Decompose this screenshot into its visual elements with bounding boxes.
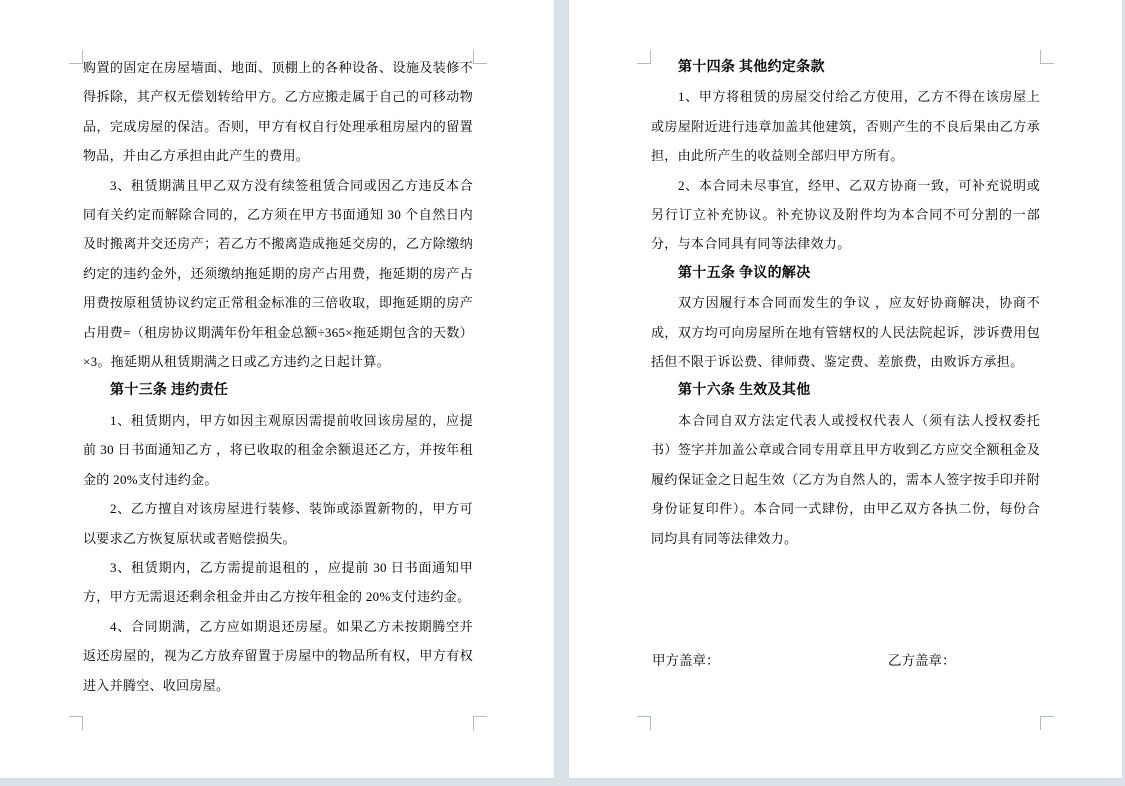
contract-page-right — [569, 0, 1122, 778]
contract-paragraph: 1、甲方将租赁的房屋交付给乙方使用，乙方不得在该房屋上或房屋附近进行违章加盖其他建筑，否则产生的不良后果由乙方承担，由此所产生的收益则全部归甲方所有。 — [651, 89, 1040, 164]
crop-mark-top-left-icon — [69, 50, 83, 64]
crop-mark-bottom-right-icon — [473, 716, 487, 730]
contract-paragraph: 1、租赁期内，甲方如因主观原因需提前收回该房屋的，应提前 30 日书面通知乙方 ，将已收取的租金余额退还乙方，并按年租金的 20%支付违约金。 — [83, 412, 473, 487]
contract-paragraph: 购置的固定在房屋墙面、地面、顶棚上的各种设备、设施及装修不得拆除，其产权无偿划转给甲方。乙方应搬走属于自己的可移动物品，完成房屋的保洁。否则，甲方有权自行处理承租房屋内的留置物品，并由乙方承担由此产生的费用。 — [83, 60, 473, 164]
crop-mark-bottom-left-icon — [637, 716, 651, 730]
party-b-seal-label: 乙方盖章： — [888, 653, 956, 668]
signature-row — [652, 646, 1052, 676]
party-a-seal-label: 甲方盖章： — [652, 653, 720, 668]
section-heading: 第十六条 生效及其他 — [678, 383, 811, 399]
section-heading: 第十五条 争议的解决 — [678, 265, 811, 281]
section-heading: 第十四条 其他约定条款 — [678, 60, 825, 75]
contract-paragraph: 本合同自双方法定代表人或授权代表人（须有法人授权委托书）签字并加盖公章或合同专用章且甲方收到乙方应交全额租金及履约保证金之日起生效（乙方为自然人的，需本人签字按手印并附身份证复印件）。本合同一式肆份，由甲乙双方各执二份，每份合同均具有同等法律效力。 — [651, 412, 1040, 546]
crop-mark-top-right-icon — [1040, 50, 1054, 64]
contract-paragraph: 3、租赁期满且甲乙双方没有续签租赁合同或因乙方违反本合同有关约定而解除合同的，乙方须在甲方书面通知 30 个自然日内及时搬离并交还房产；若乙方不搬离造成拖延交房的，乙方除缴纳约定的违约金外，还须缴纳拖延期的房产占用费，拖延期的房产占用费按原租赁协议约定正常租金标准的三倍收取，即拖延期的房产占用费=（租房协议期满年份年租金总额÷365×拖延期包含的天数）×3。拖延期从租赁期满之日或乙方违约之日起计算。 — [83, 177, 473, 370]
crop-mark-top-right-icon — [473, 50, 487, 64]
contract-paragraph: 2、本合同未尽事宜，经甲、乙双方协商一致，可补充说明或另行订立补充协议。补充协议及附件均为本合同不可分割的一部分，与本合同具有同等法律效力。 — [651, 177, 1040, 252]
crop-mark-bottom-left-icon — [69, 716, 83, 730]
right-page-text — [651, 53, 1040, 553]
crop-mark-bottom-right-icon — [1040, 716, 1054, 730]
contract-paragraph: 2、乙方擅自对该房屋进行装修、装饰或添置新物的，甲方可以要求乙方恢复原状或者赔偿损失。 — [83, 501, 473, 546]
contract-paragraph: 双方因履行本合同而发生的争议 ，应友好协商解决，协商不成，双方均可向房屋所在地有管辖权的人民法院起诉，涉诉费用包括但不限于诉讼费、律师费、鉴定费、差旅费，由败诉方承担。 — [651, 295, 1040, 370]
section-heading: 第十三条 违约责任 — [110, 383, 229, 399]
contract-paragraph: 4、合同期满，乙方应如期退还房屋。如果乙方未按期腾空并返还房屋的，视为乙方放弃留置于房屋中的物品所有权，甲方有权进入并腾空、收回房屋。 — [83, 618, 473, 693]
contract-paragraph: 3、租赁期内，乙方需提前退租的 ，应提前 30 日书面通知甲方，甲方无需退还剩余租金并由乙方按年租金的 20%支付违约金。 — [83, 559, 473, 605]
contract-page-left — [0, 0, 554, 778]
left-page-text — [83, 53, 473, 700]
crop-mark-top-left-icon — [637, 50, 651, 64]
